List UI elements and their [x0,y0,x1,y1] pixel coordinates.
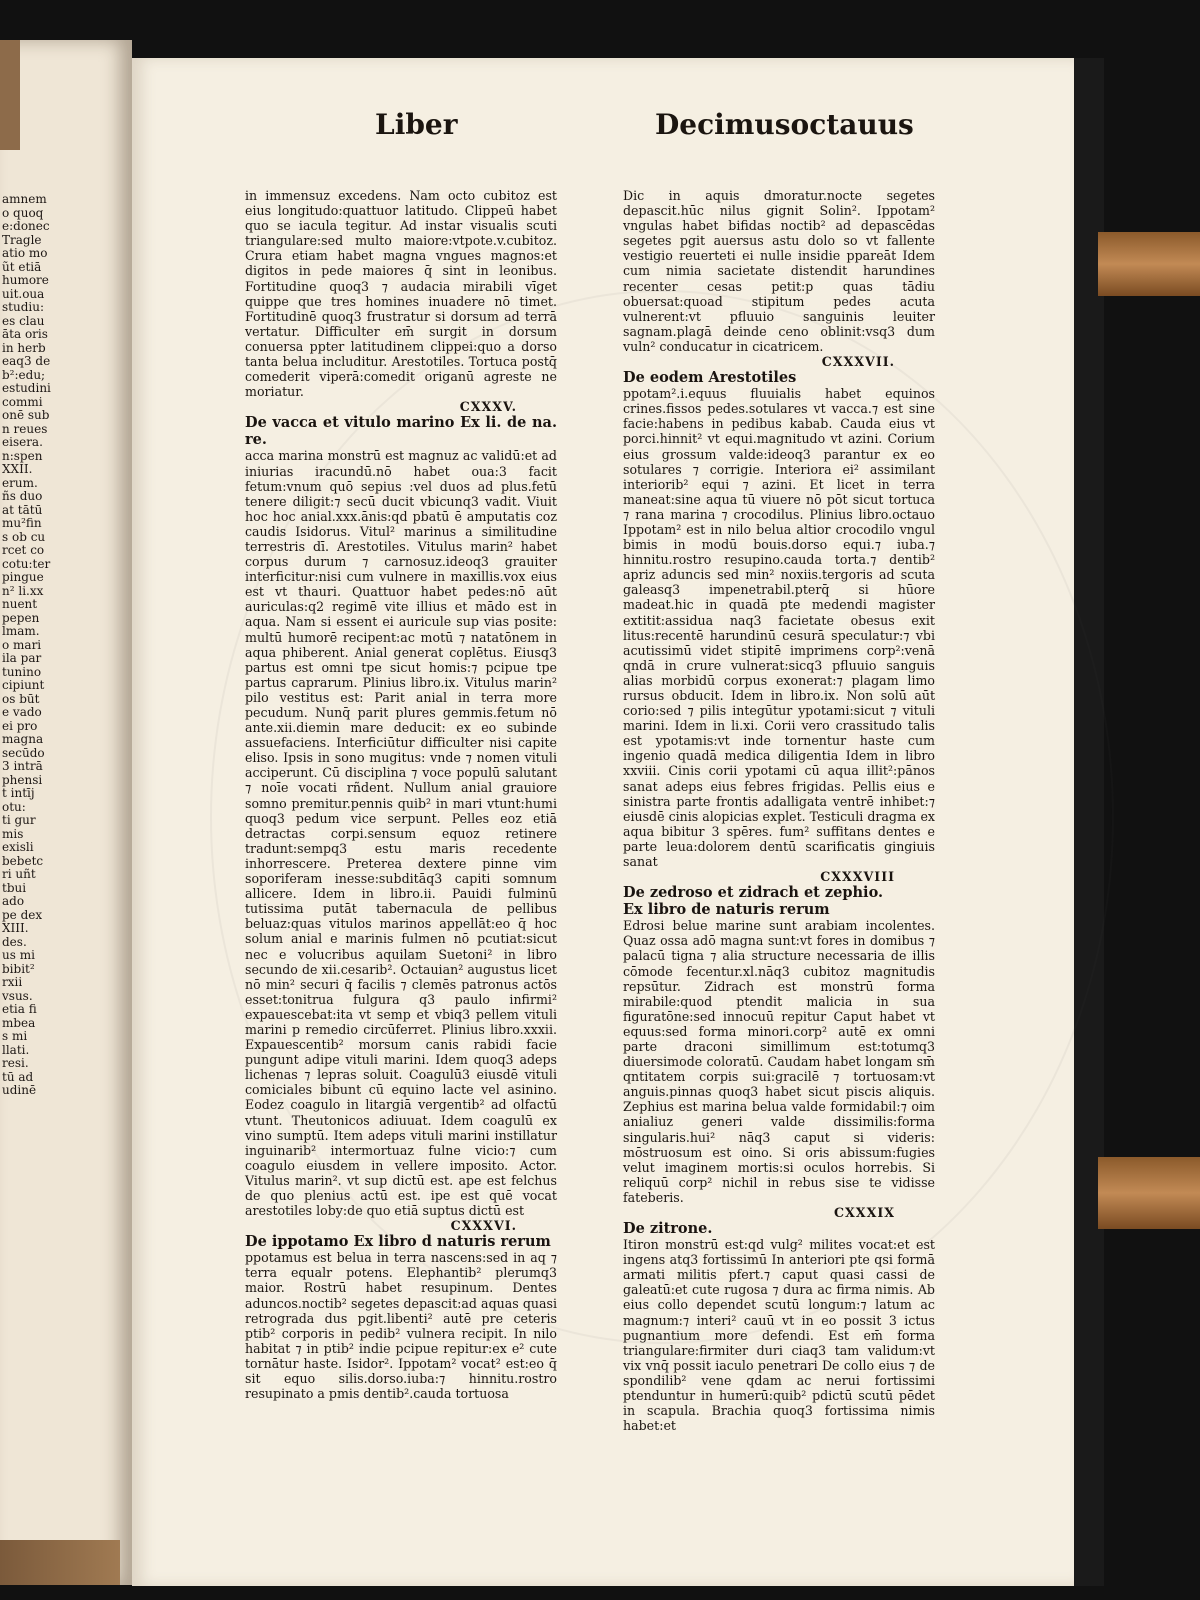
left-fragment-line: bebetc [2,853,44,868]
left-fragment-line: ri uñt [2,867,36,881]
left-fragment-line: des. [2,934,27,949]
intro-paragraph: in immensuz excedens. Nam octo cubitoz est eius longitudo:quattuor latitudo. Clippeū habet quo se iacula tegitur. Ad instar visualis scuti triangulare:sed multo maiore:vtpote.v.cubitoz. Crura etiam habet magna vngues magnos:et digitos in pede maiores q̄ sint in leonibus. Fortitudine quoq3 ⁊ audacia mirabili vīget quippe que tres homines inuadere nō timet. Fortitudinē quoq3 frustratur si dorsum ad terrā vertatur. Difficulter em̄ surgit in dorsum conuersa ppter latitudinem clippei:quo a dorso tanta belua includitur. Arestotiles. Tortuca postq̄ comederit viperā:comedit origanū agreste ne moriatur. [245,188,557,400]
left-fragment-line: eaq3 de [2,354,51,368]
left-fragment-line: otu: [2,799,26,814]
left-fragment-line: estudini [2,381,51,395]
left-fragment-line: commi [2,394,43,409]
left-binding-bottom [0,1540,120,1585]
left-column [245,188,557,1401]
left-fragment-line: eisera. [2,435,43,449]
left-fragment-line: t intīj [2,786,35,800]
left-fragment-line: ila par [2,651,42,665]
left-fragment-line: udinē [2,1083,37,1097]
left-fragment-line: uit.oua [2,286,45,301]
left-fragment-line: pepen [2,610,40,625]
left-fragment-line: vsus. [2,988,33,1003]
left-fragment-line: e vado [2,705,42,719]
left-fragment-line: e:donec [2,219,50,233]
left-fragment-line: nuent [2,597,38,611]
left-fragment-line: os būt [2,691,40,706]
left-fragment-line: o quoq [2,205,44,220]
left-fragment-line: es clau [2,313,45,328]
left-fragment-line: mis [2,826,24,841]
left-fragment-line: magna [2,732,44,746]
left-fragment-line: n:spen [2,448,43,463]
left-fragment-line: n² li.xx [2,583,44,598]
left-fragment-line: exisli [2,840,34,854]
left-fragment-line: n reues [2,421,48,436]
intro-paragraph: Dic in aquis dmoratur.nocte segetes depascit.hūc nilus gignit Solin². Ippotam² vngulas habet bifidas noctib² ad depascēdas segetes pgit auersus astu dolo so vt fallente vestigio reuerteti ei nulle insidie ppareāt Idem cum nimia sacietate distendit harundines recenter cesas petit:p quas tādiu obuersat:quoad stipitum pedes acuta vulnerent:vt pfluuio sanguinis leuiter sagnam.plagā deinde ceno oblinit:vsq3 dum vuln² conducatur in cicatricem. [623,188,935,354]
left-fragment-line: pingue [2,570,44,584]
left-fragment-line: erum. [2,475,38,490]
left-fragment-line: llati. [2,1042,30,1057]
chapter-number: CXXXVII. [821,354,895,370]
chapter-number: CXXXIX [834,1205,895,1220]
chapter-number: CXXXV. [459,399,517,415]
left-page-text-fragments [2,192,51,1098]
running-head-left: Liber [375,108,458,141]
section-text: Edrosi belue marine sunt arabiam incolentes. Quaz ossa adō magna sunt:vt fores in domibus ⁊ palacū tigna ⁊ alia structure necessaria de illis cōmode fecentur.xl.nāq3 cubitoz magnitudis repsūtur. Zidrach est monstrū forma mirabile:quod ptendit malicia in sua figuratōne:sed innocuū repitur Caput habet vt equus:sed forma minori.corp² autē ex omni parte draconi simillimum est:totumq3 diuersimode coloratū. Caudam habet longam sm̄ qntitatem corpis sui:gracilē ⁊ tortuosam:vt anguis.pinnas quoq3 habet sicut piscis aliquis. Zephius est marina belua valde formidabil:⁊ oim anialiuz generi valde dissimilis:forma singularis.hui² nāq3 caput si videris: mōstruosum est oino. Si oris abissum:fugies velut imaginem mortis:si oculos horrebis. Si reliquū corp² nichil in rebus sise te vidisse fateberis. [623,918,935,1205]
left-fragment-line: cotu:ter [2,556,51,571]
left-fragment-line: etia fi [2,1002,37,1016]
chapter-number: CXXXVI. [450,1218,517,1234]
left-fragment-line: Tragle [2,232,42,247]
right-column [623,188,935,1433]
chapter-number: CXXXVIII [820,869,895,885]
left-fragment-line: XXII. [2,462,33,476]
running-head-right: Decimusoctauus [655,108,914,141]
left-fragment-line: lmam. [2,624,40,638]
left-fragment-line: amnem [2,192,47,206]
left-fragment-line: ũt etiā [2,259,42,274]
left-fragment-line: s mi [2,1029,28,1043]
left-fragment-line: resi. [2,1056,29,1070]
left-fragment-line: mu²fin [2,516,42,530]
section-heading: De ippotamo Ex libro d naturis rerum [245,1233,551,1251]
left-fragment-line: rcet co [2,543,45,557]
left-fragment-line: pe dex [2,907,43,922]
left-fragment-line: atio mo [2,246,48,260]
leather-strap-top [1098,232,1200,296]
left-fragment-line: o mari [2,637,42,652]
section-heading: De zitrone. [623,1220,713,1238]
left-fragment-line: āta oris [2,327,48,341]
section-subheading: Ex libro de naturis rerum [623,901,830,919]
left-fragment-line: onē sub [2,408,50,422]
left-fragment-line: tū ad [2,1069,34,1084]
left-fragment-line: ti gur [2,813,36,827]
left-fragment-line: tbui [2,880,27,895]
left-fragment-line: b²:edu; [2,367,46,382]
left-fragment-line: studiu: [2,300,44,314]
left-fragment-line: rxii [2,975,23,989]
section-text: ppotamus est belua in terra nascens:sed in aq ⁊ terra equalr potens. Elephantib² plerumq3 maior. Rostrū habet resupinum. Dentes aduncos.noctib² segetes depascit:ad aquas quasi retrograda dus pgit.libenti² autē pre ceteris ptib² corporis in pedib² vulnera recipit. In nilo habitat ⁊ in ptib² indie pcipue repitur:ex e² cute tornātur haste. Isidor². Ippotam² vocat² est:eo q̄ sit equo silis.dorso.iuba:⁊ hinnitu.rostro resupinato a pmis dentib².cauda tortuosa [245,1250,557,1402]
left-fragment-line: tunino [2,664,42,679]
left-binding-top [0,40,20,150]
left-fragment-line: phensi [2,772,43,787]
left-fragment-line: us mi [2,948,35,962]
section-text: acca marina monstrū est magnuz ac validū:et ad iniurias iracundū.nō habet oua:3 facit fetum:vnum quō sepius :vel duos ad plus.fetū tenere diligit:⁊ secū ducit vbicunq3 vadit. Viuit hoc hoc anial.xxx.ānis:qd pbatū ē amputatis coz caudis Isidorus. Vitul² marinus a similitudine terrestris dī. Arestotiles. Vitulus marin² habet corpus durum ⁊ carnosuz.ideoq3 grauiter interficitur:nisi cum vulnere in maxillis.vox eius est vt thauri. Quattuor habet pedes:nō aūt auriculas:q2 regimē vite illius et mādo est in aqua. Nam si essent ei auricule sup vias posite: multū humorē recipent:ac motū ⁊ natatōnem in aqua phiberent. Anial generat coplētus. Eiusq3 partus est omni tpe sicut homis:⁊ pcipue tpe partus caprarum. Plinius libro.ix. Vitulus marin² pilo vestitus est: Parit anial in terra more pecudum. Nunq̄ parit plures gemmis.fetum nō ante.xii.diemin mare deducit: ex eo subinde assuefaciens. Interficiūtur difficulter nisi capite eliso. Ipsis in sono mugitus: vnde ⁊ nomen vituli acciperunt. Cū disciplina ⁊ voce populū salutant ⁊ noīe vocati rñdent. Nullum anial grauiore somno premitur.pennis quib² in mari vtunt:humi quoq3 pedum vice serpunt. Pelles eoz etiā detractas corpi.sensum equoz retinere tradunt:sempq3 estu maris recedente inhorrescere. Preterea dextere pinne vim soporiferam inesse:subditāq3 capiti somnum allicere. Idem in libro.ii. Pauidi fulminū tutissima putāt tabernacula de pellibus beluaz:quas vitulos marinos appellāt:eo q̄ hoc solum anial e marinis fulmen nō pcutiat:sicut nec e volucribus aquilam Suetoni² in libro secundo de xii.cesarib². Octauian² augustus licet nō min² securi q̄ facilis ⁊ clemēs patronus actōs esset:tonitrua fulgura q3 paulo infirmi² expauescebat:ita vt semp et vbiq3 pellem vituli marini p remedio circūferret. Plinius libro.xxxii. Expauescentib² morsum canis rabidi facie pungunt adipe vituli marini. Idem quoq3 adeps lichenas ⁊ lepras soluit. Coagulū3 eiusdē vituli comiciales bibunt cū equino lacte vel asinino. Eodez coagulo in litargiā vergentib² ad olfactū vtunt. Theutonicos adiuuat. Idem coagulū ex vino sumptū. Item adeps vituli marini instillatur inguinarib² intermortuaz fulne vicio:⁊ cum coagulo eiusdem in vellere imposito. Actor. Vitulus marin². vt sup dictū est. ape est felchus de quo plenius actū est. ipe est quē vocat arestotiles loby:de quo etiā suptus dictū est [245,448,557,1219]
section-heading: De eodem Arestotiles [623,369,797,387]
section-text: Itiron monstrū est:qd vulg² milites vocat:et est ingens atq3 fortissimū In anteriori pte qsi formā armati militis pfert.⁊ caput quasi cassi de galeatū:et cute rugosa ⁊ dura ac firma nimis. Ab eius collo dependet scutū longum:⁊ latum ac magnum:⁊ interi² cauū vt in eo possit 3 ictus pugnantium more defendi. Est em̄ forma triangulare:firmiter duri ciaq3 tam validum:vt vix vnq̄ possit iaculo penetrari De collo eius ⁊ de spondilib² vene qdam ac nerui fortissimi ptenduntur in humerū:quib² pdictū scutū pēdet in scapula. Brachia quoq3 fortissima nimis habet:et [623,1237,935,1434]
left-fragment-line: ei pro [2,718,38,733]
left-fragment-line: in herb [2,340,46,355]
left-fragment-line: ado [2,894,25,908]
left-fragment-line: humore [2,273,49,287]
left-fragment-line: 3 intrā [2,759,43,773]
section-text: ppotam².i.equus fluuialis habet equinos crines.fissos pedes.sotulares vt vacca.⁊ est sine facie:habens in pedibus kabab. Cauda eius vt porci.hinnit² vt equi.magnitudo vt azini. Corium eius grossum valde:ideoq3 parantur ex eo sotulares ⁊ corrigie. Interiora ei² assimilant interiorib² equi ⁊ azini. Et licet in terra maneat:sine aqua tū viuere nō pōt sicut tortuca ⁊ rana marina ⁊ crocodilus. Plinius libro.octauo Ippotam² est in nilo belua altior crocodilo vngul bimis in modū bouis.dorso equi.⁊ iuba.⁊ hinnitu.rostro resupino.cauda torta.⁊ dentib² apriz aduncis sed min² noxiis.tergoris ad scuta galeasq3 impenetrabil.pterq̄ si hūore madeat.hic in quadā pte medendi magister extitit:assidua naq3 facietate obesus exit litus:recentē harundinū cesurā speculatur:⁊ vbi acutissimū videt stipitē imprimens corp²:venā qndā in crure vulnerat:sicq3 pfluuio sanguis alias morbidū corpus exonerat:⁊ plagam limo rursus obducit. Idem in libro.ix. Non solū aūt corio:sed ⁊ pilis integūtur ypotami:sicut ⁊ vituli marini. Idem in li.xi. Corii vero crassitudo talis est ypotamis:vt inde tornentur haste cum ingenio quadā medica diligentia Idem in libro xxviii. Cinis corii ypotami cū aqua illit²:pānos sanat adeps eius febres frigidas. Pellis eius e sinistra parte frontis adalligata ventrē inhibet:⁊ eiusdē cinis alopicias explet. Testiculi dragma ex aqua bibitur 3 spēres. fum² suffitans dentes e parte leua:dolorem dentū scarificatis gingiuis sanat [623,386,935,870]
leather-strap-bottom [1098,1157,1200,1229]
left-fragment-line: s ob cu [2,529,46,544]
left-fragment-line: at tātū [2,502,43,517]
left-fragment-line: mbea [2,1015,36,1030]
left-fragment-line: ñs duo [2,489,43,503]
section-heading: De vacca et vitulo marino Ex li. de na. re. [245,414,557,449]
left-fragment-line: secūdo [2,745,45,760]
left-fragment-line: bibit² [2,961,35,976]
left-fragment-line: cipiunt [2,678,45,692]
left-fragment-line: XIII. [2,921,29,935]
section-heading: De zedroso et zidrach et zephio. [623,884,884,902]
